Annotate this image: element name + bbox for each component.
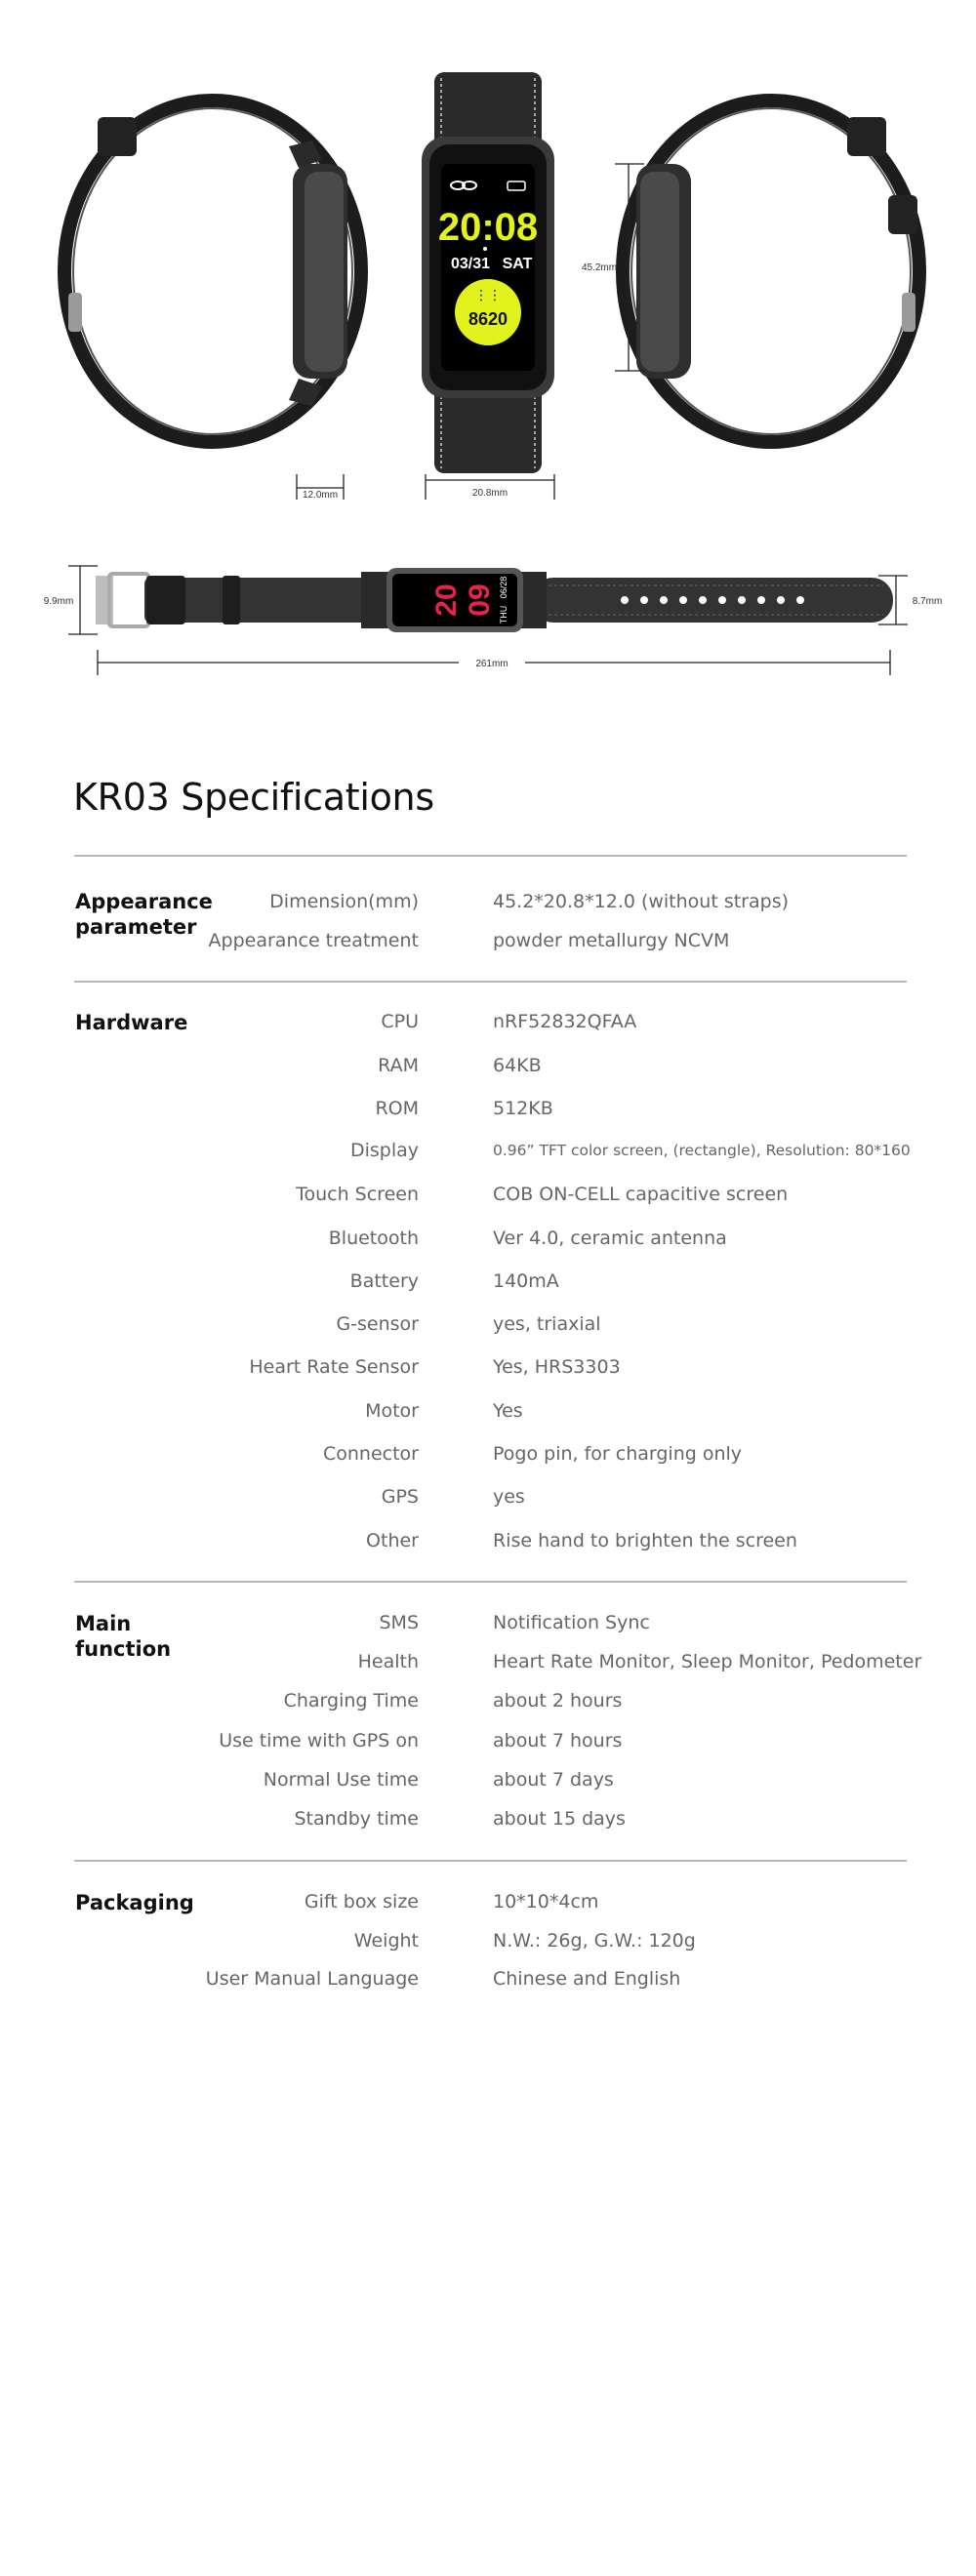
spec-value: 64KB [493, 1055, 542, 1076]
section-label: Appearance parameter [75, 890, 213, 939]
divider [74, 1860, 907, 1862]
spec-row [0, 1228, 976, 1257]
spec-key: G-sensor [336, 1313, 419, 1335]
product-view-strap [0, 546, 976, 693]
spec-key: Gift box size [304, 1891, 419, 1912]
spec-value: Heart Rate Monitor, Sleep Monitor, Pedometer [493, 1651, 922, 1672]
spec-row [0, 1968, 976, 1997]
dim-strap-length: 261mm [475, 659, 508, 669]
dim-height: 45.2mm [581, 262, 618, 273]
spec-value: nRF52832QFAA [493, 1011, 637, 1032]
dim-strap-width: 8.7mm [912, 596, 943, 607]
spec-row [0, 1486, 976, 1515]
spec-row [0, 1769, 976, 1798]
spec-value: Yes [493, 1400, 523, 1422]
spec-row [0, 1690, 976, 1719]
spec-value: powder metallurgy NCVM [493, 930, 730, 951]
spec-row [0, 1140, 976, 1169]
strap-face-hour: 20 [430, 584, 463, 617]
dim-side-thickness: 12.0mm [302, 490, 339, 501]
spec-key: SMS [379, 1612, 419, 1633]
spec-value: Yes, HRS3303 [493, 1356, 621, 1378]
watch-face-time: 20:08 [437, 206, 539, 249]
strap-face-date: 06/28 [499, 576, 508, 599]
divider [74, 981, 907, 983]
spec-row [0, 1808, 976, 1837]
spec-value: about 15 days [493, 1808, 626, 1830]
divider [74, 855, 907, 857]
spec-row [0, 1612, 976, 1641]
spec-row [0, 1891, 976, 1920]
spec-key: Bluetooth [328, 1228, 419, 1249]
spec-value: 10*10*4cm [493, 1891, 599, 1912]
spec-value: Rise hand to brighten the screen [493, 1530, 797, 1551]
spec-row [0, 930, 976, 959]
spec-key: Heart Rate Sensor [249, 1356, 419, 1378]
spec-row [0, 1651, 976, 1680]
spec-key: Motor [365, 1400, 419, 1422]
spec-row [0, 891, 976, 920]
spec-row [0, 1313, 976, 1343]
spec-key: User Manual Language [205, 1968, 419, 1990]
spec-value: yes [493, 1486, 525, 1508]
spec-key: Standby time [294, 1808, 419, 1830]
spec-value: about 7 hours [493, 1730, 623, 1751]
strap-face-minute: 09 [464, 584, 496, 617]
spec-row [0, 1443, 976, 1472]
section-label: Packaging [75, 1891, 194, 1914]
strap-face-weekday: THU [499, 605, 508, 624]
spec-key: Health [357, 1651, 419, 1672]
spec-row [0, 1356, 976, 1386]
divider [74, 1581, 907, 1583]
spec-value: about 2 hours [493, 1690, 623, 1711]
spec-key: Other [366, 1530, 419, 1551]
section-label: Main function [75, 1612, 172, 1661]
spec-row [0, 1930, 976, 1959]
watch-side-view-left [64, 101, 361, 442]
spec-value: 512KB [493, 1098, 553, 1119]
watch-face-date: 03/31 [450, 256, 491, 272]
spec-row [0, 1530, 976, 1559]
page-title: KR03 Specifications [73, 776, 434, 819]
spec-value: Chinese and English [493, 1968, 681, 1990]
watch-side-view-right [623, 101, 919, 442]
watch-face-weekday: SAT [502, 256, 533, 272]
spec-key: CPU [381, 1011, 419, 1032]
spec-key: Charging Time [283, 1690, 419, 1711]
spec-value: yes, triaxial [493, 1313, 601, 1335]
spec-value: 45.2*20.8*12.0 (without straps) [493, 891, 790, 912]
spec-row [0, 1055, 976, 1084]
spec-key: Battery [349, 1270, 419, 1292]
spec-row [0, 1730, 976, 1759]
spec-value: 140mA [493, 1270, 559, 1292]
watch-front-view [422, 72, 554, 473]
spec-value: Pogo pin, for charging only [493, 1443, 743, 1465]
spec-key: RAM [378, 1055, 419, 1076]
spec-key: Dimension(mm) [269, 891, 419, 912]
dim-width: 20.8mm [471, 488, 508, 499]
spec-value: Notification Sync [493, 1612, 650, 1633]
spec-key: Connector [323, 1443, 419, 1465]
spec-row [0, 1270, 976, 1300]
spec-key: Touch Screen [296, 1184, 419, 1205]
product-views-top [0, 0, 976, 517]
spec-key: Use time with GPS on [219, 1730, 419, 1751]
footprint-icon: ⋮⋮ [474, 288, 502, 303]
spec-key: Normal Use time [263, 1769, 419, 1791]
spec-row [0, 1098, 976, 1127]
spec-value: COB ON-CELL capacitive screen [493, 1184, 789, 1205]
spec-key: GPS [381, 1486, 419, 1508]
spec-value: N.W.: 26g, G.W.: 120g [493, 1930, 696, 1952]
spec-key: ROM [375, 1098, 419, 1119]
spec-row [0, 1184, 976, 1213]
spec-row [0, 1400, 976, 1429]
spec-key: Weight [353, 1930, 419, 1952]
spec-value: 0.96” TFT color screen, (rectangle), Resolution: 80*160 [493, 1142, 911, 1159]
watch-face-steps: 8620 [468, 309, 508, 329]
spec-value: about 7 days [493, 1769, 614, 1791]
spec-row [0, 1011, 976, 1040]
spec-value: Ver 4.0, ceramic antenna [493, 1228, 727, 1249]
spec-key: Appearance treatment [208, 930, 419, 951]
section-label: Hardware [75, 1011, 188, 1034]
spec-key: Display [349, 1140, 419, 1161]
dim-strap-thickness: 9.9mm [43, 596, 74, 607]
